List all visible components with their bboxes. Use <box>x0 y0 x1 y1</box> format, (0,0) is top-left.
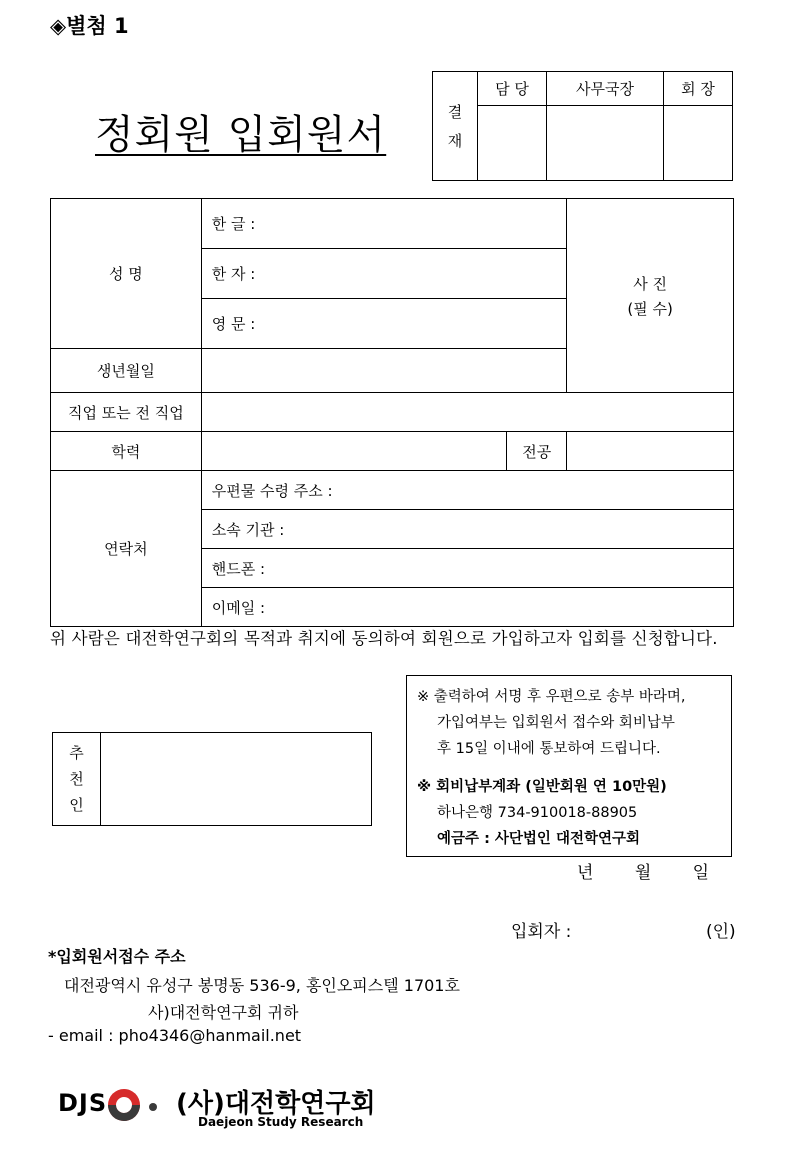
applicant-label: 입회자 : <box>511 922 572 942</box>
approval-box <box>432 71 733 181</box>
intro-statement: 위 사람은 대전학연구회의 목적과 취지에 동의하여 회원으로 가입하고자 입회를 신청합니다. <box>50 629 718 648</box>
logo-org-name: (사)대전학연구회 <box>176 1089 376 1119</box>
notice-line-1: ※ 출력하여 서명 후 우편으로 송부 바라며, <box>417 689 686 705</box>
approval-header-president: 회 장 <box>664 72 733 106</box>
submission-recipient: 사)대전학연구회 귀하 <box>148 1003 299 1022</box>
approval-header-secretary: 사무국장 <box>546 72 663 106</box>
name-hangul-field[interactable]: 한 글 : <box>201 199 566 249</box>
major-label: 전공 <box>507 432 567 471</box>
notice-box <box>406 675 732 857</box>
email-field[interactable]: 이메일 : <box>201 588 733 627</box>
birth-label: 생년월일 <box>51 349 202 393</box>
phone-field[interactable]: 핸드폰 : <box>201 549 733 588</box>
submission-title: *입회원서접수 주소 <box>48 947 186 966</box>
submission-address: 대전광역시 유성구 봉명동 536-9, 홍인오피스텔 1701호 <box>64 976 460 995</box>
logo-english-name: Daejeon Study Research <box>198 1115 364 1129</box>
recommender-box <box>52 732 372 826</box>
approval-side-label: 결 재 <box>433 72 478 181</box>
date-line: 년 월 일 <box>577 863 710 883</box>
account-holder-line: 예금주 : 사단법인 대전학연구회 <box>437 831 641 847</box>
logo-symbol-icon <box>107 1085 171 1125</box>
approval-sign-manager[interactable] <box>478 106 547 181</box>
recommender-label: 추 천 인 <box>53 733 101 826</box>
bank-account-line: 하나은행 734-910018-88905 <box>437 805 638 821</box>
contact-label: 연락처 <box>51 471 202 627</box>
form-title: 정회원 입회원서 <box>95 112 387 158</box>
notice-line-3: 후 15일 이내에 통보하여 드립니다. <box>437 741 661 757</box>
approval-header-manager: 담 당 <box>478 72 547 106</box>
application-form-table <box>50 198 734 627</box>
affiliation-field[interactable]: 소속 기관 : <box>201 510 733 549</box>
submission-email: - email : pho4346@hanmail.net <box>48 1026 302 1045</box>
approval-sign-president[interactable] <box>664 106 733 181</box>
job-label: 직업 또는 전 직업 <box>51 393 202 432</box>
seal-label: (인) <box>706 922 736 942</box>
photo-label: 사 진 <box>633 274 667 293</box>
education-label: 학력 <box>51 432 202 471</box>
name-english-field[interactable]: 영 문 : <box>201 299 566 349</box>
recommender-field[interactable] <box>101 733 372 826</box>
job-field[interactable] <box>201 393 733 432</box>
photo-note: (필 수) <box>627 299 673 318</box>
notice-line-2: 가입여부는 입회원서 접수와 회비납부 <box>437 715 675 731</box>
approval-sign-secretary[interactable] <box>546 106 663 181</box>
fee-account-line: ※ 회비납부계좌 (일반회원 연 10만원) <box>417 779 667 795</box>
attachment-label: ◈별첨 1 <box>50 14 129 38</box>
education-field[interactable] <box>201 432 507 471</box>
mail-address-field[interactable]: 우편물 수령 주소 : <box>201 471 733 510</box>
name-label: 성 명 <box>51 199 202 349</box>
logo-abbr: DJS <box>58 1089 108 1117</box>
photo-box[interactable] <box>567 199 734 393</box>
name-hanja-field[interactable]: 한 자 : <box>201 249 566 299</box>
birth-field[interactable] <box>201 349 566 393</box>
major-field[interactable] <box>567 432 734 471</box>
